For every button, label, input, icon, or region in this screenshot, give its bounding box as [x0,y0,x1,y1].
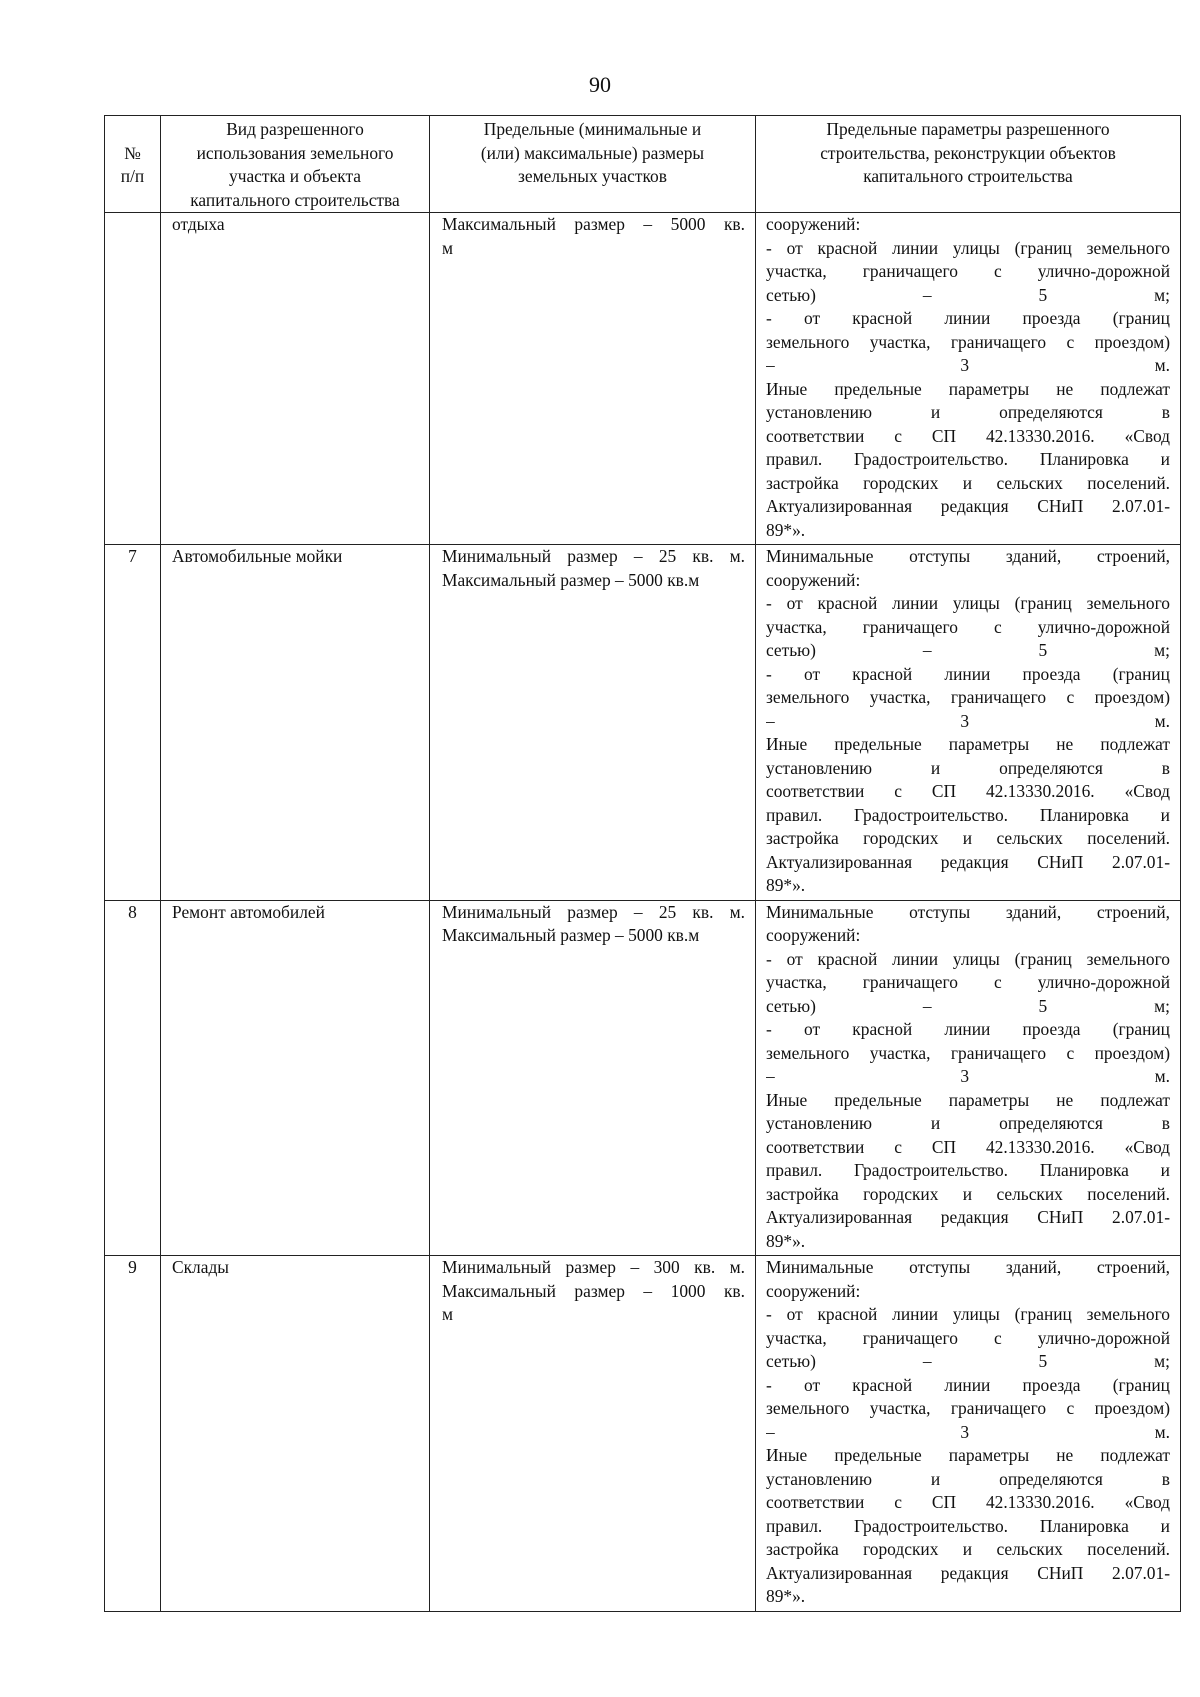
cell-line: застройка городских и сельских поселений. [766,472,1170,493]
cell-line: Максимальный размер – 5000 кв.м [442,569,700,590]
cell-line: участка, граничащего с улично-дорожной [766,972,1170,992]
cell-line: Иные предельные параметры не подлежат [766,1445,1170,1465]
cell-line: – 3 м. [766,710,1170,731]
cell-line: 89*». [766,1230,806,1251]
table-header [105,116,1181,213]
cell-line: участка, граничащего с улично-дорожной [766,261,1170,281]
cell-line: Автомобильные мойки [172,546,343,566]
cell-line: застройка городских и сельских поселений. [766,828,1170,848]
cell-line: – 3 м. [766,1066,1170,1086]
cell-line: правил. Градостроительство. Планировка и [766,449,1170,469]
header-line: (или) максимальные) размеры [480,142,705,163]
cell-line: - от красной линии улицы (границ земельного [766,593,1170,613]
table-row [105,1256,1181,1612]
cell-params [756,900,1181,1256]
header-num [105,116,161,213]
cell-line: Минимальный размер – 25 кв. м. [442,546,745,566]
header-line: строительства, реконструкции объектов [820,142,1116,163]
cell-line: – 3 м. [766,1421,1170,1442]
cell-line: сооружений: [766,925,861,945]
cell-line: 89*». [766,875,806,895]
cell-line: соответствии с СП 42.13330.2016. «Свод [766,1492,1170,1512]
header-line: капитального строительства [863,166,1073,186]
cell-line: Минимальные отступы зданий, строений, [766,901,1170,922]
cell-line: Склады [172,1257,229,1277]
table-row [105,545,1181,901]
cell-size [430,545,756,901]
cell-line: установлению и определяются в [766,757,1170,778]
cell-kind [161,545,430,901]
cell-line: земельного участка, граничащего с проездом) [766,687,1170,707]
cell-line: Актуализированная редакция СНиП 2.07.01- [766,1562,1170,1583]
cell-line: сетью) – 5 м; [766,1351,1170,1371]
cell-line: Актуализированная редакция СНиП 2.07.01- [766,496,1170,516]
header-size [430,116,756,213]
cell-line: установлению и определяются в [766,1113,1170,1133]
cell-line: 7 [128,546,137,566]
cell-params [756,1256,1181,1612]
cell-line: сооружений: [766,1280,861,1301]
cell-line: - от красной линии проезда (границ [766,1019,1170,1039]
cell-line: 89*». [766,1586,806,1606]
cell-line: установлению и определяются в [766,1468,1170,1489]
cell-num [105,900,161,1256]
cell-line: - от красной линии улицы (границ земельного [766,237,1170,258]
header-line: использования земельного [196,142,394,163]
cell-line: установлению и определяются в [766,402,1170,422]
cell-num [105,1256,161,1612]
cell-line: Актуализированная редакция СНиП 2.07.01- [766,1207,1170,1227]
cell-num [105,213,161,545]
cell-line: Иные предельные параметры не подлежат [766,734,1170,754]
cell-line: Иные предельные параметры не подлежат [766,378,1170,399]
cell-line: Минимальный размер – 300 кв. м. [442,1257,745,1277]
cell-line: Максимальный размер – 1000 кв. [442,1280,745,1301]
cell-line: участка, граничащего с улично-дорожной [766,1327,1170,1348]
cell-line: м [442,237,454,258]
cell-line: - от красной линии проезда (границ [766,1374,1170,1395]
cell-line: 8 [128,901,137,922]
cell-line: Минимальный размер – 25 кв. м. [442,901,745,922]
header-line: Предельные (минимальные и [483,119,702,139]
header-line: участка и объекта [229,166,361,186]
cell-line: - от красной линии улицы (границ земельного [766,1304,1170,1324]
cell-line: соответствии с СП 42.13330.2016. «Свод [766,781,1170,801]
cell-line: сетью) – 5 м; [766,640,1170,660]
cell-line: правил. Градостроительство. Планировка и [766,1160,1170,1180]
cell-kind [161,900,430,1256]
header-line: № [124,142,141,163]
cell-line: участка, граничащего с улично-дорожной [766,616,1170,637]
cell-line: соответствии с СП 42.13330.2016. «Свод [766,425,1170,446]
cell-line: Минимальные отступы зданий, строений, [766,1257,1170,1277]
cell-kind [161,1256,430,1612]
cell-size [430,900,756,1256]
header-line: Предельные параметры разрешенного [826,119,1110,139]
header-kind [161,116,430,213]
header-line: п/п [120,166,145,186]
cell-line: м [442,1304,454,1324]
table-row [105,900,1181,1256]
cell-line: сетью) – 5 м; [766,284,1170,305]
cell-size [430,213,756,545]
table-body [105,213,1181,1612]
header-row [105,116,1181,213]
cell-line: отдыха [172,214,225,234]
cell-line: Минимальные отступы зданий, строений, [766,546,1170,566]
cell-line: правил. Градостроительство. Планировка и [766,804,1170,825]
cell-line: земельного участка, граничащего с проездом) [766,331,1170,352]
cell-line: сооружений: [766,569,861,590]
cell-line: Максимальный размер – 5000 кв. [442,214,745,234]
page-number: 90 [589,72,611,97]
cell-size [430,1256,756,1612]
cell-num [105,545,161,901]
cell-line: соответствии с СП 42.13330.2016. «Свод [766,1136,1170,1157]
table-row [105,213,1181,545]
cell-line: Ремонт автомобилей [172,901,325,922]
cell-line: сетью) – 5 м; [766,995,1170,1016]
header-line: земельных участков [518,166,667,186]
cell-line: - от красной линии проезда (границ [766,663,1170,684]
header-line: капитального строительства [190,189,400,210]
cell-params [756,545,1181,901]
cell-line: 89*». [766,519,806,540]
cell-params [756,213,1181,545]
cell-line: сооружений: [766,214,861,234]
cell-line: застройка городских и сельских поселений. [766,1539,1170,1559]
cell-line: – 3 м. [766,355,1170,375]
cell-line: 9 [128,1257,137,1277]
cell-line: Актуализированная редакция СНиП 2.07.01- [766,851,1170,872]
cell-line: - от красной линии улицы (границ земельного [766,948,1170,969]
cell-line: правил. Градостроительство. Планировка и [766,1515,1170,1536]
cell-line: - от красной линии проезда (границ [766,308,1170,328]
zoning-parameters-table [104,115,1181,1612]
cell-line: земельного участка, граничащего с проездом) [766,1042,1170,1063]
cell-line: застройка городских и сельских поселений. [766,1183,1170,1204]
cell-line [105,213,160,237]
cell-line: Иные предельные параметры не подлежат [766,1089,1170,1110]
cell-line: Максимальный размер – 5000 кв.м [442,925,700,945]
header-line: Вид разрешенного [226,119,364,139]
cell-line: земельного участка, граничащего с проездом) [766,1398,1170,1418]
cell-kind [161,213,430,545]
header-params [756,116,1181,213]
